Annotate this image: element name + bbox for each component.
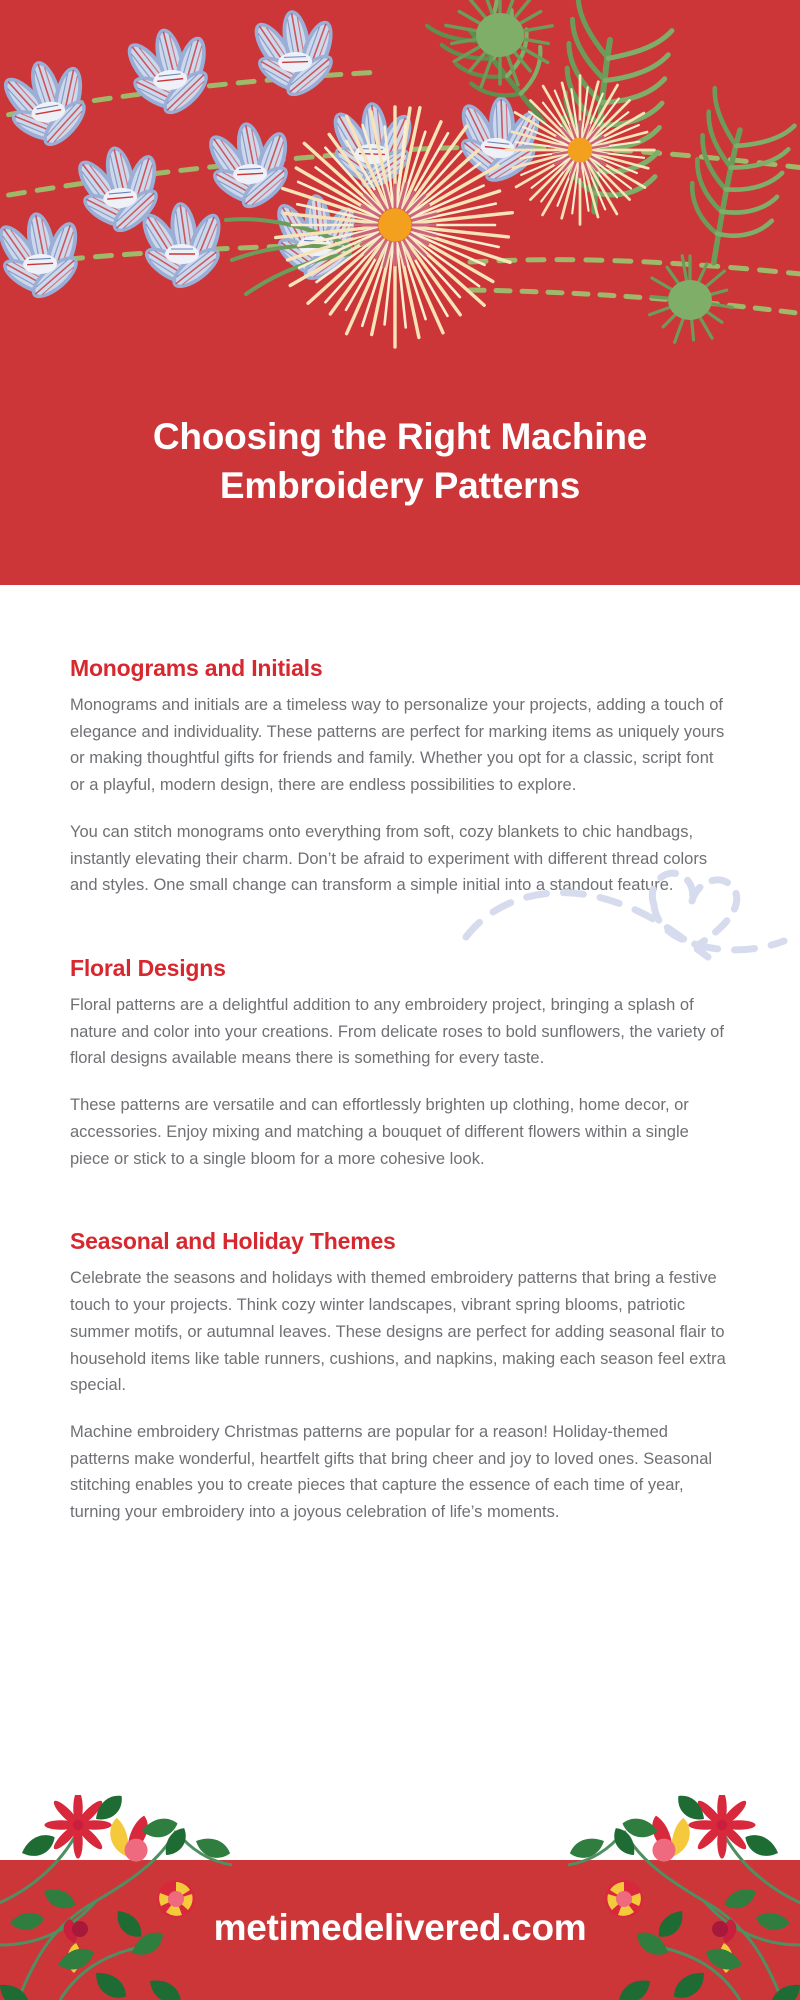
header-banner xyxy=(0,0,800,585)
page-title-line-1: Choosing the Right Machine xyxy=(152,416,648,457)
header-floral-illustration xyxy=(0,0,800,400)
footer-banner xyxy=(0,1795,800,2000)
footer-website-url[interactable]: metimedelivered.com xyxy=(213,1907,587,1948)
section-monograms xyxy=(0,585,800,899)
page-title-line-2: Embroidery Patterns xyxy=(219,465,581,507)
section-paragraph: Machine embroidery Christmas patterns are popular for a reason! Holiday-themed patterns make wonderful, heartfelt gifts that bring cheer and joy to loved ones. Seasonal stitching enables you to create pieces that capture the essence of each time of year, turning your embroidery into a joyous celebration of life’s moments. xyxy=(70,1422,713,1522)
section-floral xyxy=(0,899,800,1172)
section-heading-floral: Floral Designs xyxy=(70,955,226,982)
content-body xyxy=(0,585,800,1526)
section-paragraph: Celebrate the seasons and holidays with themed embroidery patterns that bring a festive touch to your projects. Think cozy winter landscapes, vibrant spring blooms, patriotic summer motifs, or autumnal leaves. These designs are perfect for adding seasonal flair to household items like table runners, cushions, and napkins, making each season feel extra special. xyxy=(70,1269,726,1395)
page-title xyxy=(60,412,740,510)
section-paragraph: These patterns are versatile and can effortlessly brighten up clothing, home decor, or accessories. Enjoy mixing and matching a bouquet of different flowers within a single piece or stick to a single bloom for a more cohesive look. xyxy=(70,1096,689,1168)
section-heading-monograms: Monograms and Initials xyxy=(70,655,323,681)
section-heading-seasonal: Seasonal and Holiday Themes xyxy=(70,1228,396,1255)
section-paragraph: You can stitch monograms onto everything from soft, cozy blankets to chic handbags, instantly elevating their charm. Don’t be afraid to experiment with different thread colors and styles. One small change can transform a simple initial into a standout feature. xyxy=(70,822,708,895)
section-seasonal xyxy=(0,1172,800,1525)
section-paragraph: Floral patterns are a delightful addition to any embroidery project, bringing a splash of nature and color into your creations. From delicate roses to bold sunflowers, the variety of floral designs available means there is something for every taste. xyxy=(70,996,724,1068)
section-paragraph: Monograms and initials are a timeless way to personalize your projects, adding a touch of elegance and individuality. These patterns are perfect for marking items as uniquely yours or making thoughtful gifts for friends and family. Whether you opt for a classic, script font or a playful, modern design, there are endless possibilities to explore. xyxy=(70,696,725,795)
